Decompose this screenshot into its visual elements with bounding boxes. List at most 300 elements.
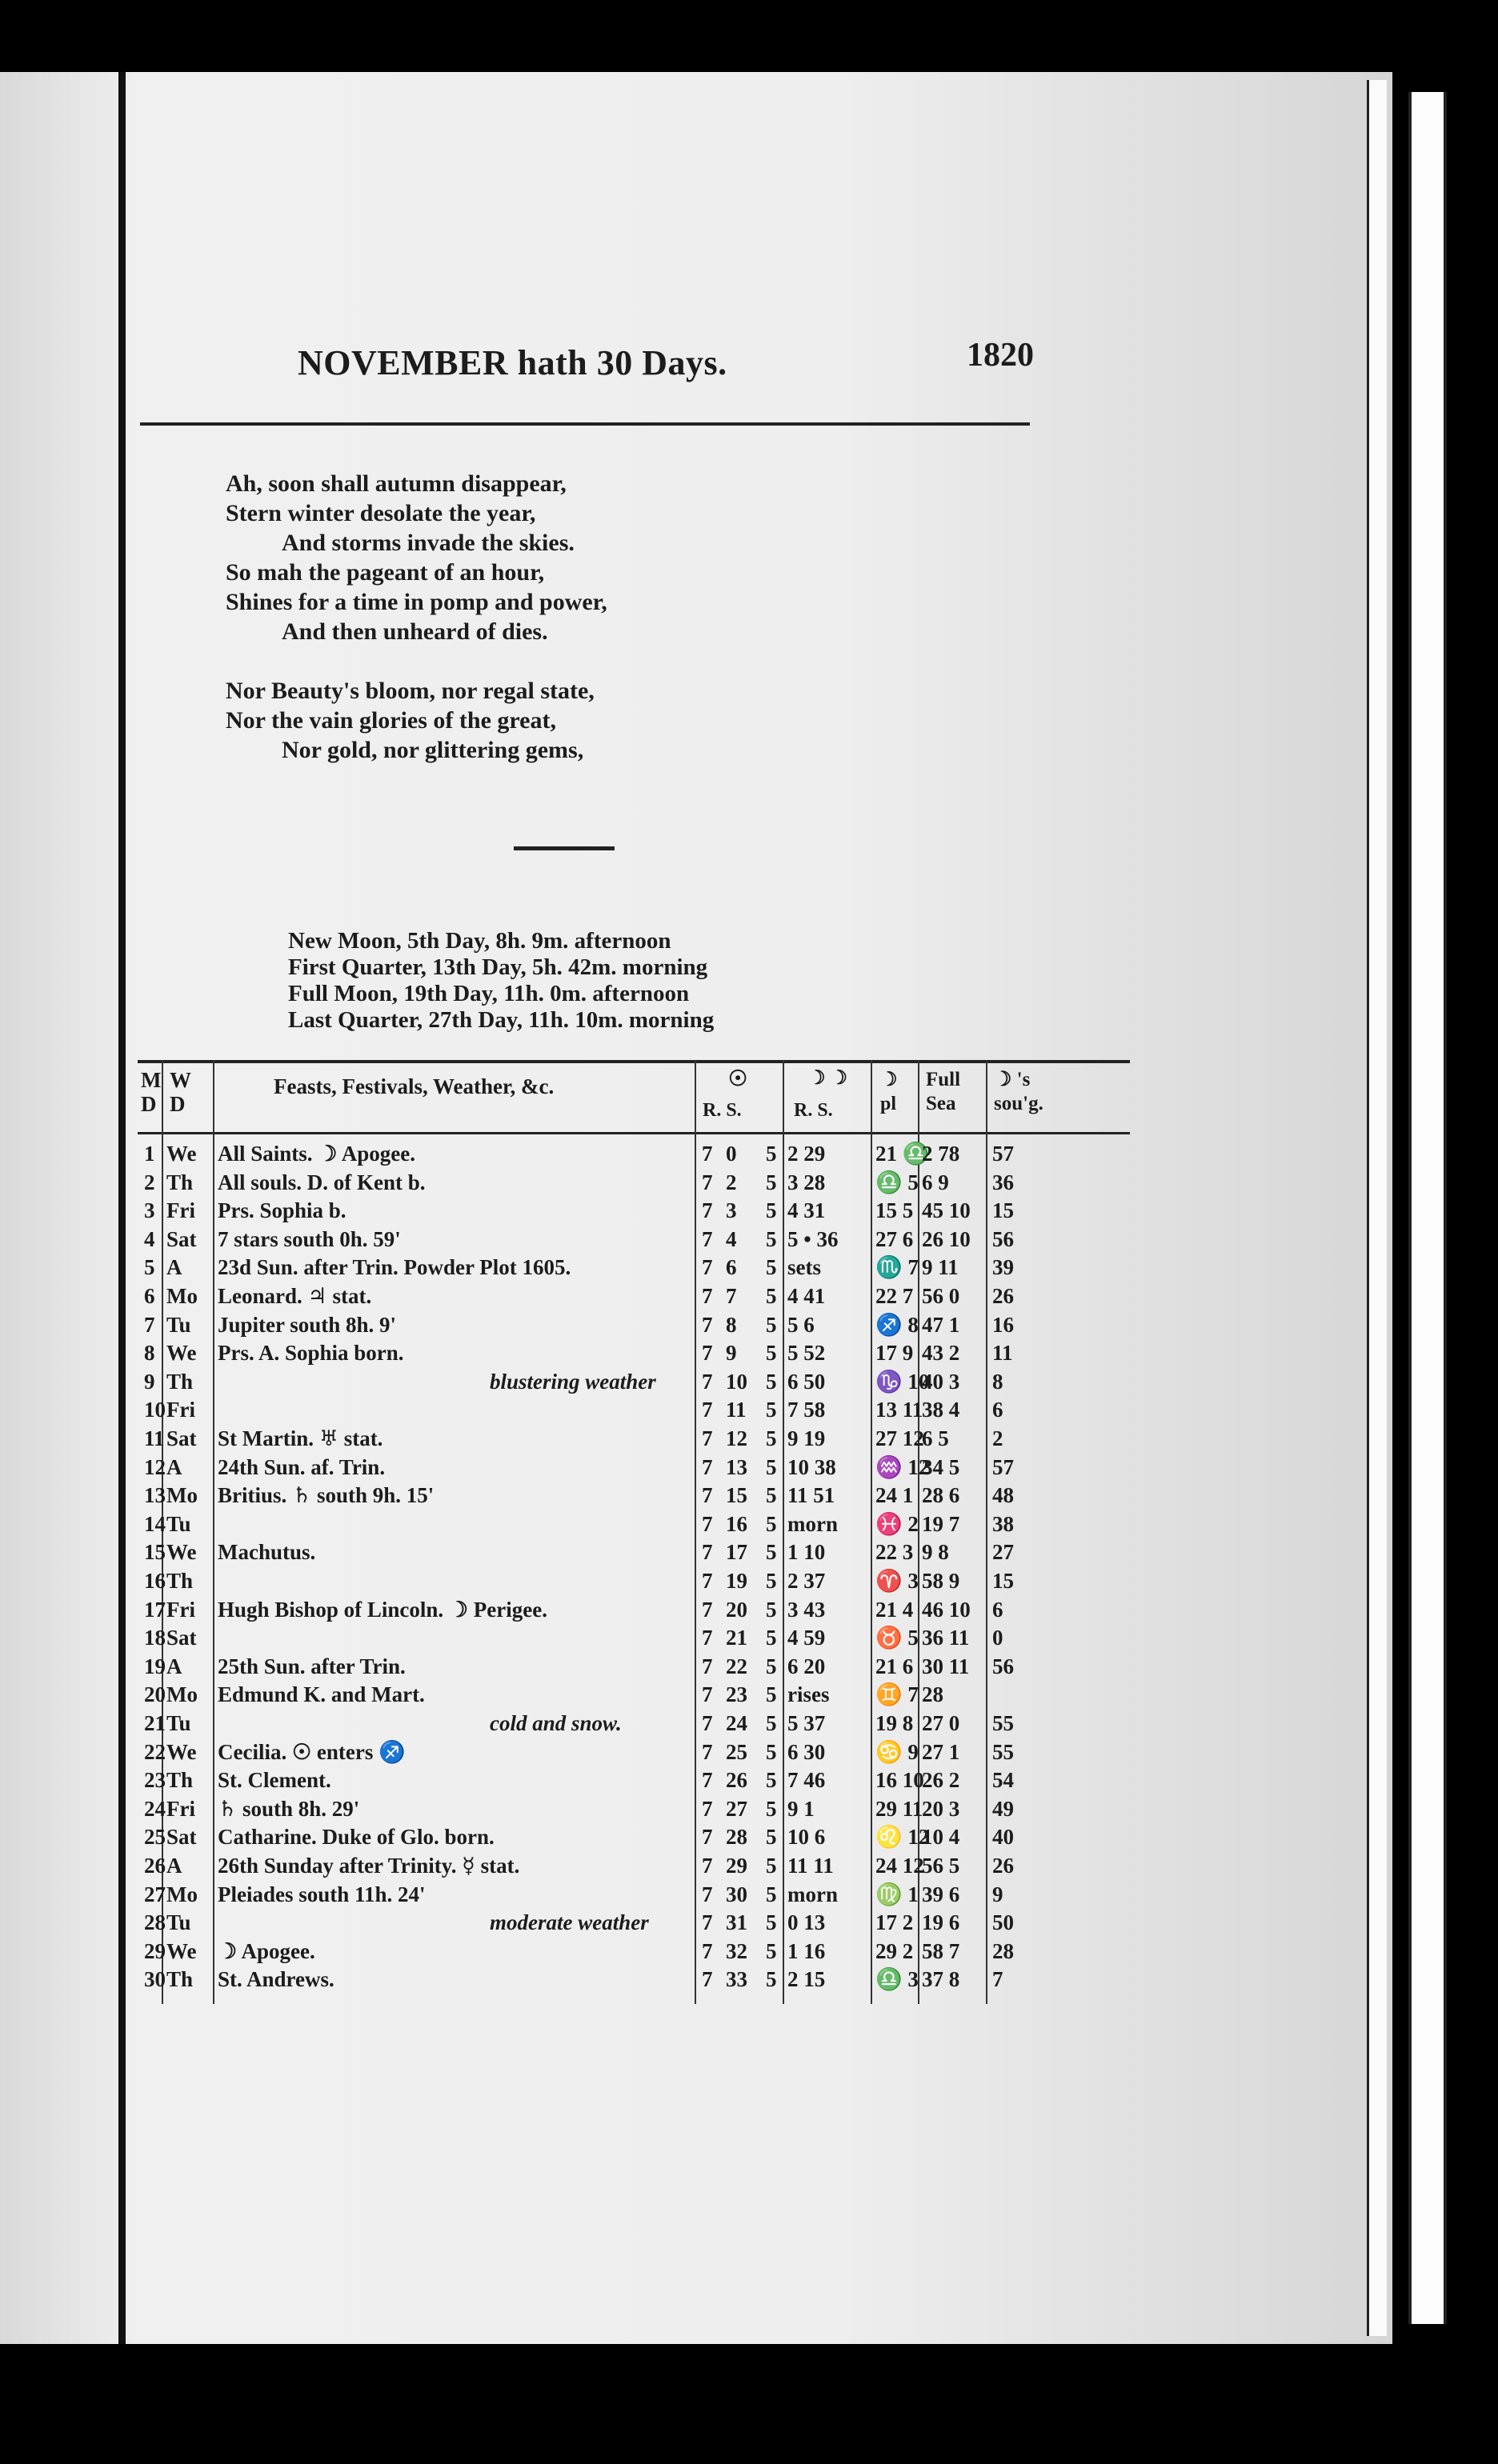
moon-place: 17 9 xyxy=(875,1341,914,1366)
sun-rise-minute: 27 xyxy=(726,1796,747,1821)
weekday: Mo xyxy=(166,1284,198,1308)
sun-set-hour: 5 xyxy=(766,1682,777,1707)
table-row xyxy=(138,1966,1130,1993)
sun-rise-minute: 21 xyxy=(726,1626,747,1650)
sun-rise-minute: 20 xyxy=(726,1597,747,1622)
sun-rise-minute: 26 xyxy=(726,1768,747,1793)
sun-rise-minute: 4 xyxy=(726,1226,737,1251)
moon-phase: Full Moon, 19th Day, 11h. 0m. afternoon xyxy=(288,981,690,1006)
sun-rise-minute: 16 xyxy=(726,1511,747,1536)
full-sea: 19 6 xyxy=(922,1910,960,1935)
sun-rise-minute: 29 xyxy=(726,1854,747,1878)
moon-rise-set: 7 46 xyxy=(787,1768,826,1793)
table-row xyxy=(138,1795,1130,1822)
table-row xyxy=(138,1567,1130,1594)
feast-text: Catharine. Duke of Glo. born. xyxy=(218,1825,495,1850)
sun-set-hour: 5 xyxy=(766,1825,777,1850)
sun-set-hour: 5 xyxy=(766,1711,777,1735)
sun-set-hour: 5 xyxy=(766,1341,777,1366)
moon-rise-set: 9 19 xyxy=(787,1426,826,1450)
moon-place: 21 4 xyxy=(875,1597,914,1622)
table-row xyxy=(138,1766,1130,1794)
sun-rise-minute: 33 xyxy=(726,1967,747,1992)
moon-southing: 6 xyxy=(992,1398,1003,1422)
feast-text: Pleiades south 11h. 24' xyxy=(218,1882,426,1906)
weekday: Tu xyxy=(166,1312,191,1337)
full-sea: 6 9 xyxy=(922,1170,949,1194)
full-sea: 56 0 xyxy=(922,1284,960,1308)
full-sea: 58 9 xyxy=(922,1569,960,1593)
table-row xyxy=(138,1909,1130,1936)
moon-rise-set: 6 50 xyxy=(787,1369,826,1394)
day-number: 7 xyxy=(144,1312,155,1337)
moon-place: ♎ 3 xyxy=(875,1967,919,1992)
table-row xyxy=(138,1596,1130,1623)
moon-phase: New Moon, 5th Day, 8h. 9m. afternoon xyxy=(288,928,671,954)
sun-set-hour: 5 xyxy=(766,1768,777,1793)
sun-rise-hour: 7 xyxy=(702,1626,713,1650)
moon-rise-set: 3 28 xyxy=(787,1170,826,1194)
sun-set-hour: 5 xyxy=(766,1910,777,1935)
day-number: 20 xyxy=(144,1682,166,1707)
sun-set-hour: 5 xyxy=(766,1284,777,1308)
sun-set-hour: 5 xyxy=(766,1255,777,1280)
weekday: We xyxy=(166,1739,197,1764)
moon-southing: 6 xyxy=(992,1597,1003,1622)
day-number: 14 xyxy=(144,1511,166,1536)
header-moon: ☽ ☽ xyxy=(808,1068,848,1089)
sun-rise-minute: 2 xyxy=(726,1170,737,1194)
sun-set-hour: 5 xyxy=(766,1938,777,1963)
moon-rise-set: 5 • 36 xyxy=(787,1226,839,1251)
sun-set-hour: 5 xyxy=(766,1626,777,1650)
weekday: Sat xyxy=(166,1426,197,1450)
moon-southing: 11 xyxy=(992,1341,1013,1366)
weekday: Fri xyxy=(166,1796,195,1821)
sun-rise-minute: 30 xyxy=(726,1882,747,1906)
section-divider xyxy=(514,846,615,850)
day-number: 12 xyxy=(144,1454,166,1479)
header-moon-rise-set: R. S. xyxy=(794,1100,833,1121)
full-sea: 39 6 xyxy=(922,1882,960,1906)
poem-line: Nor Beauty's bloom, nor regal state, xyxy=(226,678,595,704)
day-number: 29 xyxy=(144,1938,166,1963)
moon-place: 21 6 xyxy=(875,1654,914,1678)
moon-southing: 49 xyxy=(992,1796,1014,1821)
sun-set-hour: 5 xyxy=(766,1854,777,1878)
sun-rise-hour: 7 xyxy=(702,1739,713,1764)
moon-place: ♏ 7 xyxy=(875,1255,919,1280)
moon-southing: 40 xyxy=(992,1825,1014,1850)
sun-rise-hour: 7 xyxy=(702,1255,713,1280)
day-number: 19 xyxy=(144,1654,166,1678)
feast-text: Machutus. xyxy=(218,1540,316,1565)
header-moon-southing: ☽ 's sou'g. xyxy=(994,1069,1043,1114)
table-row xyxy=(138,1396,1130,1423)
header-full-sea: Full Sea xyxy=(926,1069,961,1114)
day-number: 13 xyxy=(144,1483,166,1508)
moon-rise-set: 7 58 xyxy=(787,1398,826,1422)
moon-southing: 16 xyxy=(992,1312,1014,1337)
moon-rise-set: 11 51 xyxy=(787,1483,835,1508)
day-number: 15 xyxy=(144,1540,166,1565)
day-number: 1 xyxy=(144,1142,155,1166)
full-sea: 27 0 xyxy=(922,1711,960,1735)
book-gutter xyxy=(118,72,126,2344)
sun-rise-minute: 9 xyxy=(726,1341,737,1366)
moon-rise-set: 6 30 xyxy=(787,1739,826,1764)
feast-text: Hugh Bishop of Lincoln. ☽ Perigee. xyxy=(218,1597,547,1622)
full-sea: 40 3 xyxy=(922,1369,960,1394)
calendar-table xyxy=(138,1060,1130,2004)
full-sea: 19 7 xyxy=(922,1511,960,1536)
feast-text: 7 stars south 0h. 59' xyxy=(218,1226,401,1251)
feast-text: St. Andrews. xyxy=(218,1967,334,1992)
sun-rise-hour: 7 xyxy=(702,1198,713,1223)
table-row xyxy=(138,1454,1130,1481)
day-number: 4 xyxy=(144,1226,155,1251)
day-number: 18 xyxy=(144,1626,166,1650)
moon-place: 29 11 xyxy=(875,1796,923,1821)
weekday: Tu xyxy=(166,1711,191,1735)
day-number: 11 xyxy=(144,1426,165,1450)
moon-southing: 55 xyxy=(992,1739,1014,1764)
moon-rise-set: 3 43 xyxy=(787,1597,826,1622)
moon-place: 27 6 xyxy=(875,1226,914,1251)
day-number: 5 xyxy=(144,1255,155,1280)
day-number: 25 xyxy=(144,1825,166,1850)
weekday: A xyxy=(166,1854,182,1878)
header-month-day: M D xyxy=(141,1068,162,1116)
table-row xyxy=(138,1311,1130,1338)
moon-southing: 26 xyxy=(992,1284,1014,1308)
moon-phase: First Quarter, 13th Day, 5h. 42m. morning xyxy=(288,954,708,980)
moon-southing: 28 xyxy=(992,1938,1014,1963)
weekday: Th xyxy=(166,1369,194,1394)
sun-rise-minute: 7 xyxy=(726,1284,737,1308)
weekday: Tu xyxy=(166,1511,191,1536)
moon-place: 13 11 xyxy=(875,1398,923,1422)
moon-phase: Last Quarter, 27th Day, 11h. 10m. morning xyxy=(288,1007,715,1033)
moon-southing: 48 xyxy=(992,1483,1014,1508)
poem-line: Ah, soon shall autumn disappear, xyxy=(226,470,567,497)
full-sea: 6 5 xyxy=(922,1426,949,1450)
poem-line: Shines for a time in pomp and power, xyxy=(226,589,607,615)
moon-southing: 27 xyxy=(992,1540,1014,1565)
weekday: Fri xyxy=(166,1398,195,1422)
day-number: 26 xyxy=(144,1854,166,1878)
moon-place: ♊ 7 xyxy=(875,1682,919,1707)
sun-rise-minute: 22 xyxy=(726,1654,747,1678)
sun-rise-hour: 7 xyxy=(702,1910,713,1935)
header-sun-rise-set: R. S. xyxy=(703,1100,742,1121)
table-row xyxy=(138,1653,1130,1680)
table-row xyxy=(138,1226,1130,1253)
moon-rise-set: 1 10 xyxy=(787,1540,826,1565)
moon-rise-set: 4 41 xyxy=(787,1284,826,1308)
weekday: Th xyxy=(166,1768,194,1793)
sun-rise-minute: 23 xyxy=(726,1682,747,1707)
table-row xyxy=(138,1368,1130,1395)
moon-southing: 56 xyxy=(992,1226,1014,1251)
sun-rise-hour: 7 xyxy=(702,1882,713,1906)
sun-rise-hour: 7 xyxy=(702,1597,713,1622)
moon-place: 24 12 xyxy=(875,1854,924,1878)
sun-rise-hour: 7 xyxy=(702,1938,713,1963)
moon-place: 21 ♎ xyxy=(875,1142,930,1166)
moon-place: 29 2 xyxy=(875,1938,914,1963)
sun-set-hour: 5 xyxy=(766,1882,777,1906)
sun-set-hour: 5 xyxy=(766,1511,777,1536)
feast-text: All Saints. ☽ Apogee. xyxy=(218,1142,415,1166)
sun-set-hour: 5 xyxy=(766,1170,777,1194)
sun-rise-minute: 28 xyxy=(726,1825,747,1850)
header-feasts: Feasts, Festivals, Weather, &c. xyxy=(274,1074,555,1098)
feast-text: 25th Sun. after Trin. xyxy=(218,1654,406,1678)
sun-rise-hour: 7 xyxy=(702,1796,713,1821)
weekday: A xyxy=(166,1654,182,1678)
table-row xyxy=(138,1254,1130,1281)
weekday: We xyxy=(166,1142,197,1166)
weekday: Fri xyxy=(166,1597,195,1622)
day-number: 8 xyxy=(144,1341,155,1366)
sun-rise-minute: 32 xyxy=(726,1938,747,1963)
table-row xyxy=(138,1339,1130,1366)
moon-southing: 57 xyxy=(992,1454,1014,1479)
moon-place: ♎ 5 xyxy=(875,1170,919,1194)
table-row xyxy=(138,1169,1130,1196)
weekday: We xyxy=(166,1540,197,1565)
table-row xyxy=(138,1852,1130,1879)
moon-southing: 55 xyxy=(992,1711,1014,1735)
sun-set-hour: 5 xyxy=(766,1312,777,1337)
moon-rise-set: 6 20 xyxy=(787,1654,826,1678)
sun-rise-hour: 7 xyxy=(702,1312,713,1337)
feast-text: All souls. D. of Kent b. xyxy=(218,1170,426,1194)
weekday: A xyxy=(166,1454,182,1479)
full-sea: 38 4 xyxy=(922,1398,960,1422)
full-sea: 9 8 xyxy=(922,1540,949,1565)
feast-text: Prs. A. Sophia born. xyxy=(218,1341,404,1366)
moon-place: 16 10 xyxy=(875,1768,924,1793)
moon-rise-set: 2 37 xyxy=(787,1569,826,1593)
sun-rise-hour: 7 xyxy=(702,1398,713,1422)
full-sea: 26 2 xyxy=(922,1768,960,1793)
weekday: Th xyxy=(166,1967,194,1992)
table-row xyxy=(138,1140,1130,1167)
sun-rise-hour: 7 xyxy=(702,1711,713,1735)
moon-place: 22 3 xyxy=(875,1540,914,1565)
sun-rise-hour: 7 xyxy=(702,1768,713,1793)
weekday: Mo xyxy=(166,1682,198,1707)
sun-set-hour: 5 xyxy=(766,1540,777,1565)
moon-southing: 0 xyxy=(992,1626,1003,1650)
sun-set-hour: 5 xyxy=(766,1198,777,1223)
table-row xyxy=(138,1197,1130,1224)
moon-southing: 26 xyxy=(992,1854,1014,1878)
full-sea: 2 78 xyxy=(922,1142,960,1166)
moon-place: 27 12 xyxy=(875,1426,924,1450)
sun-set-hour: 5 xyxy=(766,1226,777,1251)
sun-rise-minute: 15 xyxy=(726,1483,747,1508)
sun-rise-hour: 7 xyxy=(702,1483,713,1508)
moon-rise-set: 4 59 xyxy=(787,1626,826,1650)
feast-text: ☽ Apogee. xyxy=(218,1938,315,1963)
moon-place: ♓ 2 xyxy=(875,1511,919,1536)
weekday: Th xyxy=(166,1170,194,1194)
weekday: We xyxy=(166,1938,197,1963)
moon-rise-set: morn xyxy=(787,1511,838,1536)
day-number: 2 xyxy=(144,1170,155,1194)
sun-rise-minute: 6 xyxy=(726,1255,737,1280)
sun-rise-hour: 7 xyxy=(702,1170,713,1194)
feast-text: 23d Sun. after Trin. Powder Plot 1605. xyxy=(218,1255,571,1280)
moon-southing: 38 xyxy=(992,1511,1014,1536)
year: 1820 xyxy=(967,337,1034,374)
table-row xyxy=(138,1881,1130,1908)
full-sea: 9 11 xyxy=(922,1255,959,1280)
sun-rise-hour: 7 xyxy=(702,1226,713,1251)
full-sea: 28 xyxy=(922,1682,943,1707)
sun-rise-hour: 7 xyxy=(702,1511,713,1536)
poem-line: And storms invade the skies. xyxy=(282,530,575,556)
sun-rise-minute: 25 xyxy=(726,1739,747,1764)
moon-place: ♍ 1 xyxy=(875,1882,919,1906)
table-row xyxy=(138,1823,1130,1850)
weekday: Mo xyxy=(166,1483,198,1508)
full-sea: 28 6 xyxy=(922,1483,960,1508)
weather-note: blustering weather xyxy=(490,1369,656,1394)
weekday: Th xyxy=(166,1569,194,1593)
poem xyxy=(226,469,786,765)
weekday: Sat xyxy=(166,1626,197,1650)
table-row xyxy=(138,1738,1130,1766)
poem-line: Stern winter desolate the year, xyxy=(226,500,536,526)
feast-text: Jupiter south 8h. 9' xyxy=(218,1312,397,1337)
sun-set-hour: 5 xyxy=(766,1967,777,1992)
sun-rise-hour: 7 xyxy=(702,1854,713,1878)
sun-rise-hour: 7 xyxy=(702,1341,713,1366)
day-number: 21 xyxy=(144,1711,166,1735)
moon-southing: 36 xyxy=(992,1170,1014,1194)
sun-rise-minute: 13 xyxy=(726,1454,747,1479)
table-row xyxy=(138,1681,1130,1708)
sun-rise-hour: 7 xyxy=(702,1540,713,1565)
full-sea: 20 3 xyxy=(922,1796,960,1821)
sun-rise-minute: 19 xyxy=(726,1569,747,1593)
moon-southing: 7 xyxy=(992,1967,1003,1992)
weekday: Tu xyxy=(166,1910,191,1935)
weekday: We xyxy=(166,1341,197,1366)
sun-set-hour: 5 xyxy=(766,1454,777,1479)
table-row xyxy=(138,1482,1130,1509)
moon-place: 15 5 xyxy=(875,1198,914,1223)
sun-rise-hour: 7 xyxy=(702,1142,713,1166)
moon-southing: 9 xyxy=(992,1882,1003,1906)
table-row xyxy=(138,1710,1130,1737)
day-number: 16 xyxy=(144,1569,166,1593)
month-title: NOVEMBER hath 30 Days. xyxy=(298,343,727,382)
poem-line: Nor gold, nor glittering gems, xyxy=(282,737,584,763)
day-number: 3 xyxy=(144,1198,155,1223)
moon-rise-set: 5 52 xyxy=(787,1341,826,1366)
sun-rise-minute: 10 xyxy=(726,1369,747,1394)
page-edge xyxy=(1408,92,1447,2324)
table-row xyxy=(138,1510,1130,1538)
full-sea: 45 10 xyxy=(922,1198,971,1223)
moon-place: ♑ 10 xyxy=(875,1369,930,1394)
moon-rise-set: 5 37 xyxy=(787,1711,826,1735)
sun-set-hour: 5 xyxy=(766,1569,777,1593)
moon-southing: 39 xyxy=(992,1255,1014,1280)
moon-rise-set: 0 13 xyxy=(787,1910,826,1935)
sun-rise-minute: 12 xyxy=(726,1426,747,1450)
feast-text: Britius. ♄ south 9h. 15' xyxy=(218,1483,435,1508)
feast-text: 26th Sunday after Trinity. ☿ stat. xyxy=(218,1854,520,1878)
sun-set-hour: 5 xyxy=(766,1142,777,1166)
feast-text: Prs. Sophia b. xyxy=(218,1198,346,1223)
sun-set-hour: 5 xyxy=(766,1796,777,1821)
moon-southing: 8 xyxy=(992,1369,1003,1394)
header-moon-place: ☽ pl xyxy=(880,1070,898,1114)
moon-place: ♉ 5 xyxy=(875,1626,919,1650)
moon-place: 24 1 xyxy=(875,1483,914,1508)
moon-place: ♐ 8 xyxy=(875,1312,919,1337)
full-sea: 30 11 xyxy=(922,1654,970,1678)
day-number: 27 xyxy=(144,1882,166,1906)
sun-rise-hour: 7 xyxy=(702,1654,713,1678)
day-number: 24 xyxy=(144,1796,166,1821)
weather-note: moderate weather xyxy=(490,1910,649,1935)
sun-rise-minute: 31 xyxy=(726,1910,747,1935)
sun-rise-minute: 24 xyxy=(726,1711,747,1735)
sun-rise-minute: 11 xyxy=(726,1398,747,1422)
sun-rise-hour: 7 xyxy=(702,1825,713,1850)
moon-rise-set: 4 31 xyxy=(787,1198,826,1223)
feast-text: Leonard. ♃ stat. xyxy=(218,1284,372,1308)
weekday: A xyxy=(166,1255,182,1280)
moon-southing: 2 xyxy=(992,1426,1003,1450)
day-number: 6 xyxy=(144,1284,155,1308)
feast-text: 24th Sun. af. Trin. xyxy=(218,1454,386,1479)
full-sea: 10 4 xyxy=(922,1825,960,1850)
feast-text: St Martin. ♅ stat. xyxy=(218,1426,383,1450)
moon-southing: 54 xyxy=(992,1768,1014,1793)
table-header-rule xyxy=(138,1132,1130,1134)
moon-rise-set: 9 1 xyxy=(787,1796,815,1821)
feast-text: Cecilia. ☉ enters ♐ xyxy=(218,1739,406,1764)
day-number: 22 xyxy=(144,1739,166,1764)
weather-note: cold and snow. xyxy=(490,1711,622,1735)
day-number: 9 xyxy=(144,1369,155,1394)
moon-place: ♈ 3 xyxy=(875,1569,919,1593)
sun-set-hour: 5 xyxy=(766,1426,777,1450)
weekday: Mo xyxy=(166,1882,198,1906)
table-row xyxy=(138,1624,1130,1651)
moon-rise-set: morn xyxy=(787,1882,838,1906)
day-number: 10 xyxy=(144,1398,166,1422)
sun-rise-hour: 7 xyxy=(702,1284,713,1308)
sun-rise-hour: 7 xyxy=(702,1967,713,1992)
day-number: 28 xyxy=(144,1910,166,1935)
header-sun: ☉ xyxy=(728,1066,748,1090)
moon-southing: 57 xyxy=(992,1142,1014,1166)
sun-rise-minute: 0 xyxy=(726,1142,737,1166)
sun-rise-hour: 7 xyxy=(702,1682,713,1707)
weekday: Fri xyxy=(166,1198,195,1223)
feast-text: St. Clement. xyxy=(218,1768,331,1793)
moon-southing: 50 xyxy=(992,1910,1014,1935)
